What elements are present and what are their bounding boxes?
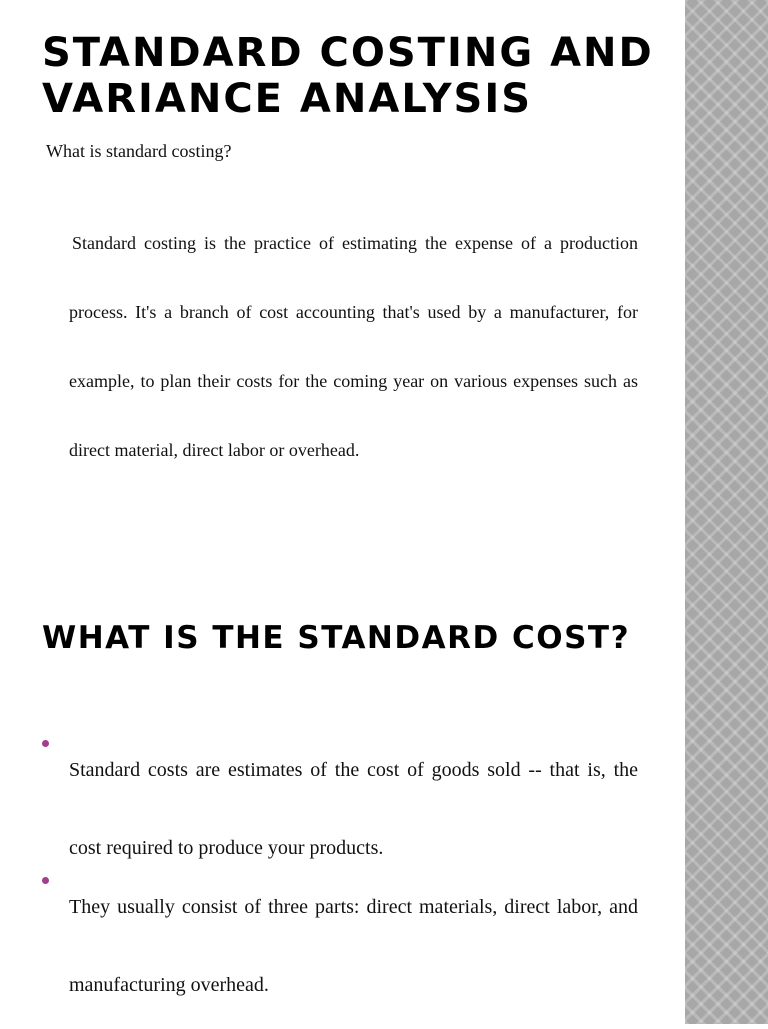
bullet-text: They usually consist of three parts: direct materials, direct labor, and manufacturing overhead. [69,896,638,996]
bullet-icon [42,877,49,884]
bullet-list [42,755,638,1029]
slide-title: STANDARD COSTING AND VARIANCE ANALYSIS [42,30,654,122]
question-text: What is standard costing? [46,141,232,161]
section-heading: WHAT IS THE STANDARD COST? [42,620,631,656]
decorative-pattern-sidebar [685,0,768,1024]
list-item [42,731,638,887]
bullet-icon [42,740,49,747]
list-item [42,868,638,1024]
definition-paragraph: Standard costing is the practice of estimating the expense of a production process. It's a branch of cost accounting that's used by a manufacturer, for example, to plan their costs for the coming year on various expenses such as direct material, direct labor or overhead. [69,233,638,460]
bullet-text: Standard costs are estimates of the cost of goods sold -- that is, the cost required to produce your products. [69,759,638,859]
